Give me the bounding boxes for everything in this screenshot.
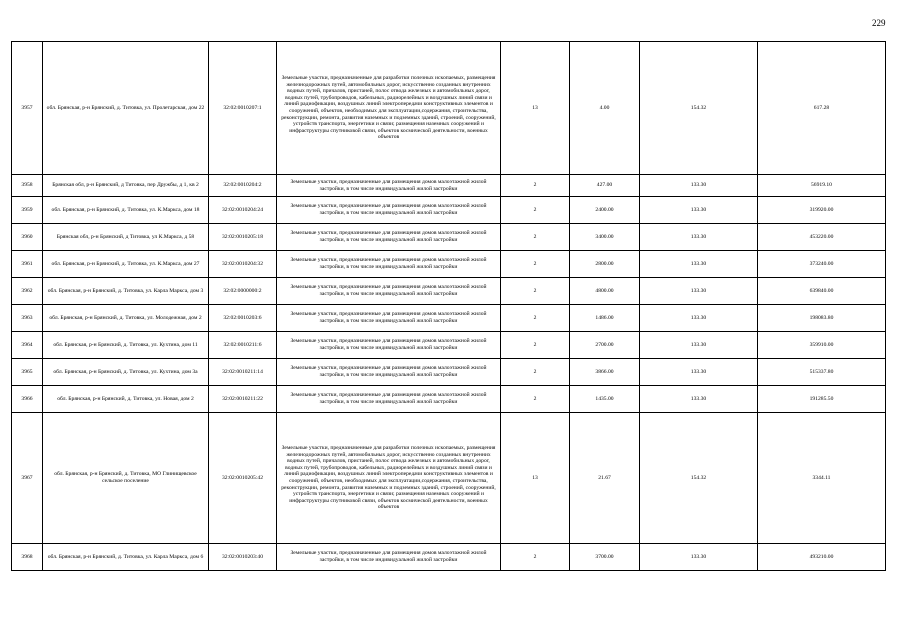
specific-value-cell: 133.30 xyxy=(640,197,758,224)
specific-value-cell: 133.30 xyxy=(640,305,758,332)
use-code-cell: 2 xyxy=(501,305,570,332)
cadastral-number-cell: 32:02:0010211:14 xyxy=(209,359,277,386)
specific-value-cell: 133.30 xyxy=(640,332,758,359)
address-cell: обл. Брянская, р-н Брянский, д. Титовка, ул. К.Маркса, дом 18 xyxy=(43,197,209,224)
cadastral-number-cell: 32:02:0010204:2 xyxy=(209,175,277,197)
cadastral-number-cell: 32:02:0010205:18 xyxy=(209,224,277,251)
address-cell: обл. Брянская, р-н Брянский, д. Титовка, ул. Карла Маркса, дом 3 xyxy=(43,278,209,305)
permitted-use-cell: Земельные участки, предназначенные для размещения домов малоэтажной жилой застройки, в том числе индивидуальной жилой застройки xyxy=(277,332,501,359)
permitted-use-cell: Земельные участки, предназначенные для размещения домов малоэтажной жилой застройки, в том числе индивидуальной жилой застройки xyxy=(277,359,501,386)
row-number: 3962 xyxy=(12,278,43,305)
use-code-cell: 2 xyxy=(501,224,570,251)
permitted-use-cell: Земельные участки, предназначенные для размещения домов малоэтажной жилой застройки, в том числе индивидуальной жилой застройки xyxy=(277,175,501,197)
use-code-cell: 2 xyxy=(501,386,570,413)
table-row xyxy=(12,42,886,175)
table-row xyxy=(12,386,886,413)
row-number: 3968 xyxy=(12,544,43,571)
cadastral-number-cell: 32:02:0010203:6 xyxy=(209,305,277,332)
cadastral-value-cell: 617.28 xyxy=(758,42,886,175)
row-number: 3965 xyxy=(12,359,43,386)
use-code-cell: 2 xyxy=(501,175,570,197)
row-number: 3958 xyxy=(12,175,43,197)
use-code-cell: 2 xyxy=(501,332,570,359)
area-cell: 2400.00 xyxy=(570,197,640,224)
area-cell: 4800.00 xyxy=(570,278,640,305)
permitted-use-cell: Земельные участки, предназначенные для разработки полезных ископаемых, размещения железнодорожных путей, автомобильных дорог, искусственно созданных внутренних водных путей, причалов, пристаней, полос отвода железных и автомобильных дорог, водных путей, трубопроводов, кабельных, радиорелейных и воздушных линий связи и линий радиофикации, воздушных линий электропередачи конструктивных элементов и сооружений, объектов, необходимых для эксплуатации,содержания, строительства, реконструкции, ремонта, развития наземных и подземных зданий, строений, сооружений, устройств транспорта, энергетики и связи; размещения наземных сооружений и инфраструктуры спутниковой связи, объектов космической деятельности, военных объектов xyxy=(277,413,501,544)
area-cell: 21.67 xyxy=(570,413,640,544)
table-row xyxy=(12,413,886,544)
row-number: 3961 xyxy=(12,251,43,278)
address-cell: Брянская обл, р-н Брянский, д Титовка, ул К.Маркса, д 58 xyxy=(43,224,209,251)
address-cell: обл. Брянская, р-н Брянский, д. Титовка, ул. Кухтина, дом 3а xyxy=(43,359,209,386)
cadastral-value-cell: 515337.80 xyxy=(758,359,886,386)
address-cell: обл. Брянская, р-н Брянский, д. Титовка, МО Глинищевское сельское поселение xyxy=(43,413,209,544)
cadastral-number-cell: 32:02:0010207:1 xyxy=(209,42,277,175)
table-body xyxy=(12,42,886,571)
cadastral-value-cell: 3344.11 xyxy=(758,413,886,544)
use-code-cell: 13 xyxy=(501,413,570,544)
use-code-cell: 2 xyxy=(501,278,570,305)
area-cell: 2700.00 xyxy=(570,332,640,359)
row-number: 3964 xyxy=(12,332,43,359)
cadastral-value-cell: 191285.50 xyxy=(758,386,886,413)
cadastral-value-cell: 359910.00 xyxy=(758,332,886,359)
table-row xyxy=(12,197,886,224)
use-code-cell: 2 xyxy=(501,251,570,278)
row-number: 3957 xyxy=(12,42,43,175)
cadastral-number-cell: 32:02:0010203:40 xyxy=(209,544,277,571)
cadastral-number-cell: 32:02:0010204:24 xyxy=(209,197,277,224)
address-cell: Брянская обл, р-н Брянский, д Титовка, пер Дружбы, д 1, кв 2 xyxy=(43,175,209,197)
cadastral-value-cell: 319920.00 xyxy=(758,197,886,224)
area-cell: 4.00 xyxy=(570,42,640,175)
address-cell: обл. Брянская, р-н Брянский, д. Титовка, ул. К.Маркса, дом 27 xyxy=(43,251,209,278)
permitted-use-cell: Земельные участки, предназначенные для разработки полезных ископаемых, размещения железнодорожных путей, автомобильных дорог, искусственно созданных внутренних водных путей, причалов, пристаней, полос отвода железных и автомобильных дорог, водных путей, трубопроводов, кабельных, радиорелейных и воздушных линий связи и линий радиофикации, воздушных линий электропередачи конструктивных элементов и сооружений, объектов, необходимых для эксплуатации,содержания, строительства, реконструкции, ремонта, развития наземных и подземных зданий, строений, сооружений, устройств транспорта, энергетики и связи; размещения наземных сооружений и инфраструктуры спутниковой связи, объектов космической деятельности, военных объектов xyxy=(277,42,501,175)
address-cell: обл. Брянская, р-н Брянский, д. Титовка, ул. Кухтина, дом 11 xyxy=(43,332,209,359)
permitted-use-cell: Земельные участки, предназначенные для размещения домов малоэтажной жилой застройки, в том числе индивидуальной жилой застройки xyxy=(277,278,501,305)
address-cell: обл. Брянская, р-н Брянский, д. Титовка, ул. Новая, дом 2 xyxy=(43,386,209,413)
table-row xyxy=(12,251,886,278)
cadastral-number-cell: 32:02:0000000:2 xyxy=(209,278,277,305)
specific-value-cell: 133.30 xyxy=(640,359,758,386)
table-row xyxy=(12,175,886,197)
specific-value-cell: 133.30 xyxy=(640,386,758,413)
row-number: 3959 xyxy=(12,197,43,224)
specific-value-cell: 133.30 xyxy=(640,278,758,305)
table-row xyxy=(12,305,886,332)
table-row xyxy=(12,544,886,571)
table-row xyxy=(12,359,886,386)
cadastral-number-cell: 32:02:0010211:6 xyxy=(209,332,277,359)
permitted-use-cell: Земельные участки, предназначенные для размещения домов малоэтажной жилой застройки, в том числе индивидуальной жилой застройки xyxy=(277,305,501,332)
area-cell: 3400.00 xyxy=(570,224,640,251)
area-cell: 1435.00 xyxy=(570,386,640,413)
area-cell: 1486.00 xyxy=(570,305,640,332)
land-plot-registry-table xyxy=(11,41,886,571)
use-code-cell: 2 xyxy=(501,197,570,224)
page-number: 229 xyxy=(872,18,886,28)
permitted-use-cell: Земельные участки, предназначенные для размещения домов малоэтажной жилой застройки, в том числе индивидуальной жилой застройки xyxy=(277,224,501,251)
use-code-cell: 2 xyxy=(501,359,570,386)
specific-value-cell: 133.30 xyxy=(640,544,758,571)
use-code-cell: 13 xyxy=(501,42,570,175)
table-row xyxy=(12,278,886,305)
cadastral-value-cell: 56919.10 xyxy=(758,175,886,197)
address-cell: обл. Брянская, р-н Брянский, д. Титовка, ул. Пролетарская, дом 22 xyxy=(43,42,209,175)
table-row xyxy=(12,224,886,251)
cadastral-number-cell: 32:02:0010211:22 xyxy=(209,386,277,413)
row-number: 3966 xyxy=(12,386,43,413)
specific-value-cell: 154.32 xyxy=(640,42,758,175)
cadastral-value-cell: 453220.00 xyxy=(758,224,886,251)
permitted-use-cell: Земельные участки, предназначенные для размещения домов малоэтажной жилой застройки, в том числе индивидуальной жилой застройки xyxy=(277,544,501,571)
address-cell: обл. Брянская, р-н Брянский, д. Титовка, ул. Молодежная, дом 2 xyxy=(43,305,209,332)
permitted-use-cell: Земельные участки, предназначенные для размещения домов малоэтажной жилой застройки, в том числе индивидуальной жилой застройки xyxy=(277,251,501,278)
address-cell: обл. Брянская, р-н Брянский, д. Титовка, ул. Карла Маркса, дом 6 xyxy=(43,544,209,571)
area-cell: 3866.00 xyxy=(570,359,640,386)
use-code-cell: 2 xyxy=(501,544,570,571)
cadastral-number-cell: 32:02:0010205:42 xyxy=(209,413,277,544)
cadastral-number-cell: 32:02:0010204:32 xyxy=(209,251,277,278)
specific-value-cell: 133.30 xyxy=(640,251,758,278)
cadastral-value-cell: 198083.80 xyxy=(758,305,886,332)
row-number: 3967 xyxy=(12,413,43,544)
row-number: 3963 xyxy=(12,305,43,332)
row-number: 3960 xyxy=(12,224,43,251)
specific-value-cell: 154.32 xyxy=(640,413,758,544)
cadastral-value-cell: 639840.00 xyxy=(758,278,886,305)
cadastral-value-cell: 493210.00 xyxy=(758,544,886,571)
area-cell: 427.00 xyxy=(570,175,640,197)
area-cell: 2800.00 xyxy=(570,251,640,278)
area-cell: 3700.00 xyxy=(570,544,640,571)
permitted-use-cell: Земельные участки, предназначенные для размещения домов малоэтажной жилой застройки, в том числе индивидуальной жилой застройки xyxy=(277,386,501,413)
table-row xyxy=(12,332,886,359)
specific-value-cell: 133.30 xyxy=(640,224,758,251)
cadastral-value-cell: 373240.00 xyxy=(758,251,886,278)
permitted-use-cell: Земельные участки, предназначенные для размещения домов малоэтажной жилой застройки, в том числе индивидуальной жилой застройки xyxy=(277,197,501,224)
specific-value-cell: 133.30 xyxy=(640,175,758,197)
